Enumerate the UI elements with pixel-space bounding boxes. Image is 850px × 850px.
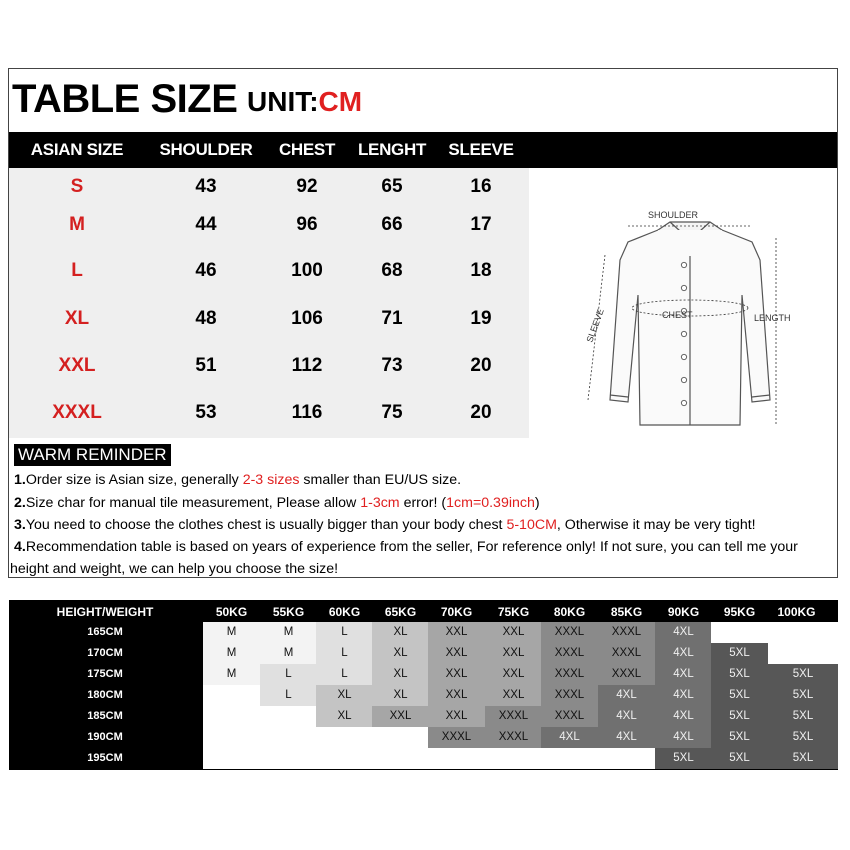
hw-size-cell bbox=[260, 727, 317, 748]
hw-size-cell: 4XL bbox=[598, 727, 655, 748]
header-chest: CHEST bbox=[278, 140, 336, 159]
hw-size-cell bbox=[316, 748, 373, 769]
hw-size-cell: 5XL bbox=[711, 727, 768, 748]
page-title: TABLE SIZE bbox=[12, 77, 238, 121]
diagram-chest-label: CHEST bbox=[662, 310, 693, 320]
size-value-length: 73 bbox=[381, 355, 403, 376]
hw-height-label: 175CM bbox=[87, 668, 123, 680]
hw-height-label: 185CM bbox=[87, 710, 123, 722]
hw-size-cell: XL bbox=[316, 706, 373, 727]
hw-size-cell: 5XL bbox=[768, 685, 838, 706]
hw-height-label: 165CM bbox=[87, 626, 123, 638]
hw-size-cell: L bbox=[316, 643, 373, 664]
unit-label bbox=[247, 84, 362, 120]
hw-size-cell: 5XL bbox=[711, 664, 768, 685]
hw-size-cell: XXXL bbox=[598, 664, 655, 685]
hw-size-cell bbox=[485, 748, 542, 769]
hw-size-cell: XXL bbox=[485, 622, 542, 643]
hw-size-cell: 5XL bbox=[711, 685, 768, 706]
hw-weight-header: 60KG bbox=[328, 605, 361, 619]
size-value-length: 65 bbox=[381, 176, 403, 197]
hw-corner-header: HEIGHT/WEIGHT bbox=[56, 605, 154, 619]
hw-size-cell: XXL bbox=[428, 643, 485, 664]
hw-size-cell: XXXL bbox=[541, 622, 598, 643]
size-value-sleeve: 16 bbox=[470, 176, 492, 197]
hw-size-cell: 5XL bbox=[768, 748, 838, 769]
size-label: XXXL bbox=[52, 402, 102, 423]
size-label: S bbox=[70, 176, 84, 197]
reminder-line-3: 3.You need to choose the clothes chest is usually bigger than your body chest 5-10CM, Otherwise it may be very tight! bbox=[14, 517, 756, 533]
hw-size-cell: XXL bbox=[372, 706, 429, 727]
hw-size-cell: 4XL bbox=[655, 706, 712, 727]
size-value-chest: 106 bbox=[291, 308, 323, 329]
hw-weight-header: 80KG bbox=[553, 605, 586, 619]
hw-size-cell bbox=[372, 748, 429, 769]
hw-size-cell bbox=[203, 685, 260, 706]
size-value-shoulder: 44 bbox=[195, 214, 217, 235]
header-asian-size: ASIAN SIZE bbox=[30, 140, 124, 159]
hw-size-cell bbox=[541, 748, 598, 769]
hw-size-cell: 5XL bbox=[655, 748, 712, 769]
hw-size-cell: 4XL bbox=[655, 664, 712, 685]
hw-height-label: 190CM bbox=[87, 731, 123, 743]
size-value-chest: 92 bbox=[296, 176, 318, 197]
hw-size-cell: XXL bbox=[485, 643, 542, 664]
hw-weight-header: 85KG bbox=[610, 605, 643, 619]
size-value-sleeve: 19 bbox=[470, 308, 492, 329]
size-value-length: 71 bbox=[381, 308, 403, 329]
size-label: M bbox=[69, 214, 85, 235]
hw-size-cell bbox=[260, 706, 317, 727]
size-value-length: 66 bbox=[381, 214, 403, 235]
size-value-shoulder: 46 bbox=[195, 260, 217, 281]
hw-size-cell: 5XL bbox=[768, 706, 838, 727]
size-value-length: 75 bbox=[381, 402, 403, 423]
hw-size-cell: L bbox=[316, 622, 373, 643]
hw-size-cell: XL bbox=[372, 664, 429, 685]
hw-size-cell: 5XL bbox=[768, 664, 838, 685]
hw-size-cell: 4XL bbox=[655, 727, 712, 748]
size-value-sleeve: 20 bbox=[470, 402, 492, 423]
header-sleeve: SLEEVE bbox=[448, 140, 514, 159]
hw-weight-header: 100KG bbox=[777, 605, 816, 619]
hw-size-cell: XXXL bbox=[485, 727, 542, 748]
hw-size-cell: XXXL bbox=[598, 643, 655, 664]
hw-size-cell: XXL bbox=[428, 664, 485, 685]
hw-size-cell: 4XL bbox=[655, 643, 712, 664]
diagram-sleeve-label: SLEEVE bbox=[584, 307, 606, 344]
hw-height-label: 170CM bbox=[87, 647, 123, 659]
shirt-diagram bbox=[570, 200, 810, 435]
hw-size-cell: XXL bbox=[485, 664, 542, 685]
hw-size-cell bbox=[711, 622, 768, 643]
hw-weight-header: 95KG bbox=[723, 605, 756, 619]
hw-size-cell: XXL bbox=[428, 622, 485, 643]
hw-size-cell: 4XL bbox=[598, 685, 655, 706]
hw-size-cell: XXXL bbox=[541, 664, 598, 685]
hw-size-cell: XXXL bbox=[598, 622, 655, 643]
hw-size-cell: XXXL bbox=[541, 643, 598, 664]
hw-size-cell: 4XL bbox=[655, 622, 712, 643]
size-value-shoulder: 48 bbox=[195, 308, 217, 329]
hw-size-cell: M bbox=[203, 622, 260, 643]
unit-prefix: UNIT: bbox=[247, 86, 319, 117]
size-value-sleeve: 20 bbox=[470, 355, 492, 376]
hw-size-cell: XXXL bbox=[428, 727, 485, 748]
header-length: LENGHT bbox=[357, 140, 427, 159]
size-value-chest: 116 bbox=[291, 402, 323, 423]
hw-size-cell: M bbox=[203, 643, 260, 664]
hw-size-cell: XXL bbox=[485, 685, 542, 706]
hw-size-cell bbox=[260, 748, 317, 769]
hw-size-cell: 5XL bbox=[711, 706, 768, 727]
hw-height-label: 195CM bbox=[87, 752, 123, 764]
hw-size-cell bbox=[768, 622, 838, 643]
size-table-body bbox=[9, 168, 529, 438]
hw-size-cell: M bbox=[260, 643, 317, 664]
hw-size-cell bbox=[598, 748, 655, 769]
header-shoulder: SHOULDER bbox=[159, 140, 253, 159]
size-value-chest: 100 bbox=[291, 260, 323, 281]
hw-weight-header: 50KG bbox=[215, 605, 248, 619]
size-value-sleeve: 17 bbox=[470, 214, 492, 235]
size-value-shoulder: 53 bbox=[195, 402, 217, 423]
hw-size-cell bbox=[372, 727, 429, 748]
size-value-shoulder: 51 bbox=[195, 355, 217, 376]
hw-height-label: 180CM bbox=[87, 689, 123, 701]
hw-weight-header: 75KG bbox=[497, 605, 530, 619]
hw-size-cell: 5XL bbox=[711, 748, 768, 769]
hw-size-cell: L bbox=[260, 685, 317, 706]
hw-size-cell: 5XL bbox=[711, 643, 768, 664]
hw-size-cell bbox=[203, 727, 260, 748]
hw-weight-header: 65KG bbox=[384, 605, 417, 619]
hw-size-cell: M bbox=[260, 622, 317, 643]
size-label: L bbox=[71, 260, 83, 281]
diagram-shoulder-label: SHOULDER bbox=[648, 210, 699, 220]
hw-size-cell: 4XL bbox=[598, 706, 655, 727]
hw-size-cell: 4XL bbox=[655, 685, 712, 706]
hw-size-cell bbox=[203, 748, 260, 769]
hw-size-cell: XL bbox=[372, 643, 429, 664]
reminder-line-4: 4.Recommendation table is based on years of experience from the seller, For reference only! If not sure, you can tell me your bbox=[14, 539, 798, 555]
reminder-line-2: 2.Size char for manual tile measurement, Please allow 1-3cm error! (1cm=0.39inch) bbox=[14, 495, 540, 511]
size-value-sleeve: 18 bbox=[470, 260, 492, 281]
hw-size-cell: XXXL bbox=[541, 706, 598, 727]
hw-size-cell bbox=[428, 748, 485, 769]
hw-size-cell: XL bbox=[372, 622, 429, 643]
diagram-length-label: LENGTH bbox=[754, 313, 791, 323]
hw-size-cell: XXL bbox=[428, 706, 485, 727]
hw-weight-header: 55KG bbox=[272, 605, 305, 619]
hw-size-cell: XXXL bbox=[485, 706, 542, 727]
size-value-length: 68 bbox=[381, 260, 403, 281]
size-label: XL bbox=[64, 308, 90, 329]
hw-size-cell bbox=[768, 643, 838, 664]
reminder-line-5: height and weight, we can help you choose the size! bbox=[10, 561, 339, 577]
reminder-line-1: 1.Order size is Asian size, generally 2-3 sizes smaller than EU/US size. bbox=[14, 472, 462, 488]
hw-size-cell: M bbox=[203, 664, 260, 685]
hw-size-cell: XXL bbox=[428, 685, 485, 706]
hw-size-cell: L bbox=[260, 664, 317, 685]
size-value-chest: 112 bbox=[291, 355, 323, 376]
size-label: XXL bbox=[58, 355, 96, 376]
hw-size-cell bbox=[203, 706, 260, 727]
size-value-chest: 96 bbox=[296, 214, 318, 235]
unit-value: CM bbox=[318, 86, 363, 117]
hw-size-cell: 5XL bbox=[768, 727, 838, 748]
hw-size-cell bbox=[316, 727, 373, 748]
hw-size-cell: L bbox=[316, 664, 373, 685]
hw-weight-header: 90KG bbox=[667, 605, 700, 619]
warm-reminder-title: WARM REMINDER bbox=[14, 444, 171, 466]
hw-size-cell: 4XL bbox=[541, 727, 598, 748]
hw-size-cell: XL bbox=[372, 685, 429, 706]
size-value-shoulder: 43 bbox=[195, 176, 217, 197]
hw-size-cell: XXXL bbox=[541, 685, 598, 706]
hw-weight-header: 70KG bbox=[440, 605, 473, 619]
hw-size-cell: XL bbox=[316, 685, 373, 706]
